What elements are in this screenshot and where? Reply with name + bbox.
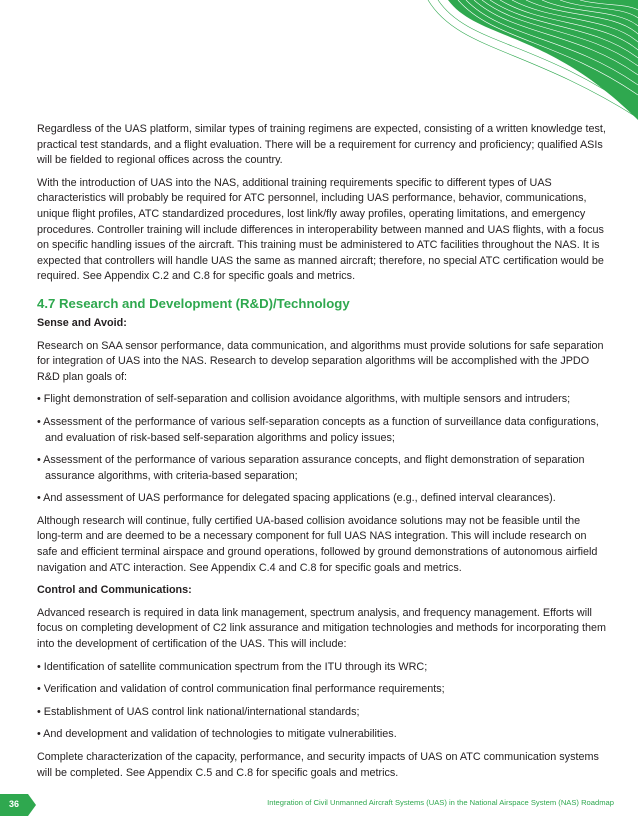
list-item: • Assessment of the performance of various separation assurance concepts, and flight demonstration of separation assurance algorithms, with criteria-based separation; xyxy=(37,454,585,482)
section-heading-rd-technology: 4.7 Research and Development (R&D)/Technology xyxy=(37,295,350,311)
paragraph-training-regimens: Regardless of the UAS platform, similar types of training regimens are expected, consisting of a written knowledge test, practical test standards, and a flight evaluation. There will be a requirement for currency and proficiency; qualified ASIs will be fielded to regional offices across the country. xyxy=(37,123,606,167)
list-item: • Verification and validation of control communication final performance requirements; xyxy=(37,683,445,696)
paragraph-cc-intro: Advanced research is required in data link management, spectrum analysis, and frequency management. Efforts will focus on completing development of C2 link assurance and mitigation technologies and methods for incorporating them into the development of certification of the UAS. This will include: xyxy=(37,606,606,651)
paragraph-saa-intro: Research on SAA sensor performance, data communication, and algorithms must provide solutions for safe separation for integration of UAS into the NAS. Research to develop separation algorithms will be accomplished with the JPDO R&D plan goals of: xyxy=(37,339,604,383)
paragraph-atc-training: With the introduction of UAS into the NAS, additional training requirements specific to different types of UAS characteristics will probably be required for ATC personnel, including UAS performance, behavior, communications, unique flight profiles, ATC standardized procedures, lost link/fly away profiles, operating limitations, and emergency procedures. Controller training will include differences in interoperability between manned and UAS flights, with a focus on specific handling issues of the aircraft. This training must be administered to ATC facilities throughout the NAS. It is expected that controllers will handle UAS the same as manned aircraft; therefore, no special ATC certification would be required. See Appendix C.2 and C.8 for specific goals and metrics. xyxy=(37,176,604,283)
paragraph-saa-closing: Although research will continue, fully certified UA-based collision avoidance solutions may not be feasible until the long-term and are deemed to be a necessary component for full UAS NAS integration. This will include research on safe and efficient terminal airspace and ground operations, followed by ground demonstrations of autonomous airfield navigation and ATC interaction. See Appendix C.4 and C.8 for specific goals and metrics. xyxy=(37,514,598,574)
list-item: • Flight demonstration of self-separation and collision avoidance algorithms, with multiple sensors and intruders; xyxy=(37,393,571,406)
page-number: 36 xyxy=(9,799,20,809)
list-item: • And assessment of UAS performance for delegated spacing applications (e.g., defined interval clearances). xyxy=(37,492,556,505)
list-item: • Establishment of UAS control link national/international standards; xyxy=(37,705,360,718)
subheading-control-and-communications: Control and Communications: xyxy=(37,584,192,597)
subheading-sense-and-avoid: Sense and Avoid: xyxy=(37,316,127,329)
footer-document-title: Integration of Civil Unmanned Aircraft Systems (UAS) in the National Airspace System (NAS) Roadmap xyxy=(267,798,614,807)
list-item: • Identification of satellite communication spectrum from the ITU through its WRC; xyxy=(37,660,428,673)
paragraph-cc-closing: Complete characterization of the capacity, performance, and security impacts of UAS on ATC communication systems will be completed. See Appendix C.5 and C.8 for specific goals and metrics. xyxy=(37,751,599,779)
list-item: • Assessment of the performance of various self-separation concepts as a function of surveillance data configurations, and evaluation of risk-based self-separation algorithms and policy issues; xyxy=(37,415,599,444)
decorative-wave-graphic xyxy=(408,0,638,120)
page-content xyxy=(37,122,607,788)
list-item: • And development and validation of technologies to mitigate vulnerabilities. xyxy=(37,728,397,741)
